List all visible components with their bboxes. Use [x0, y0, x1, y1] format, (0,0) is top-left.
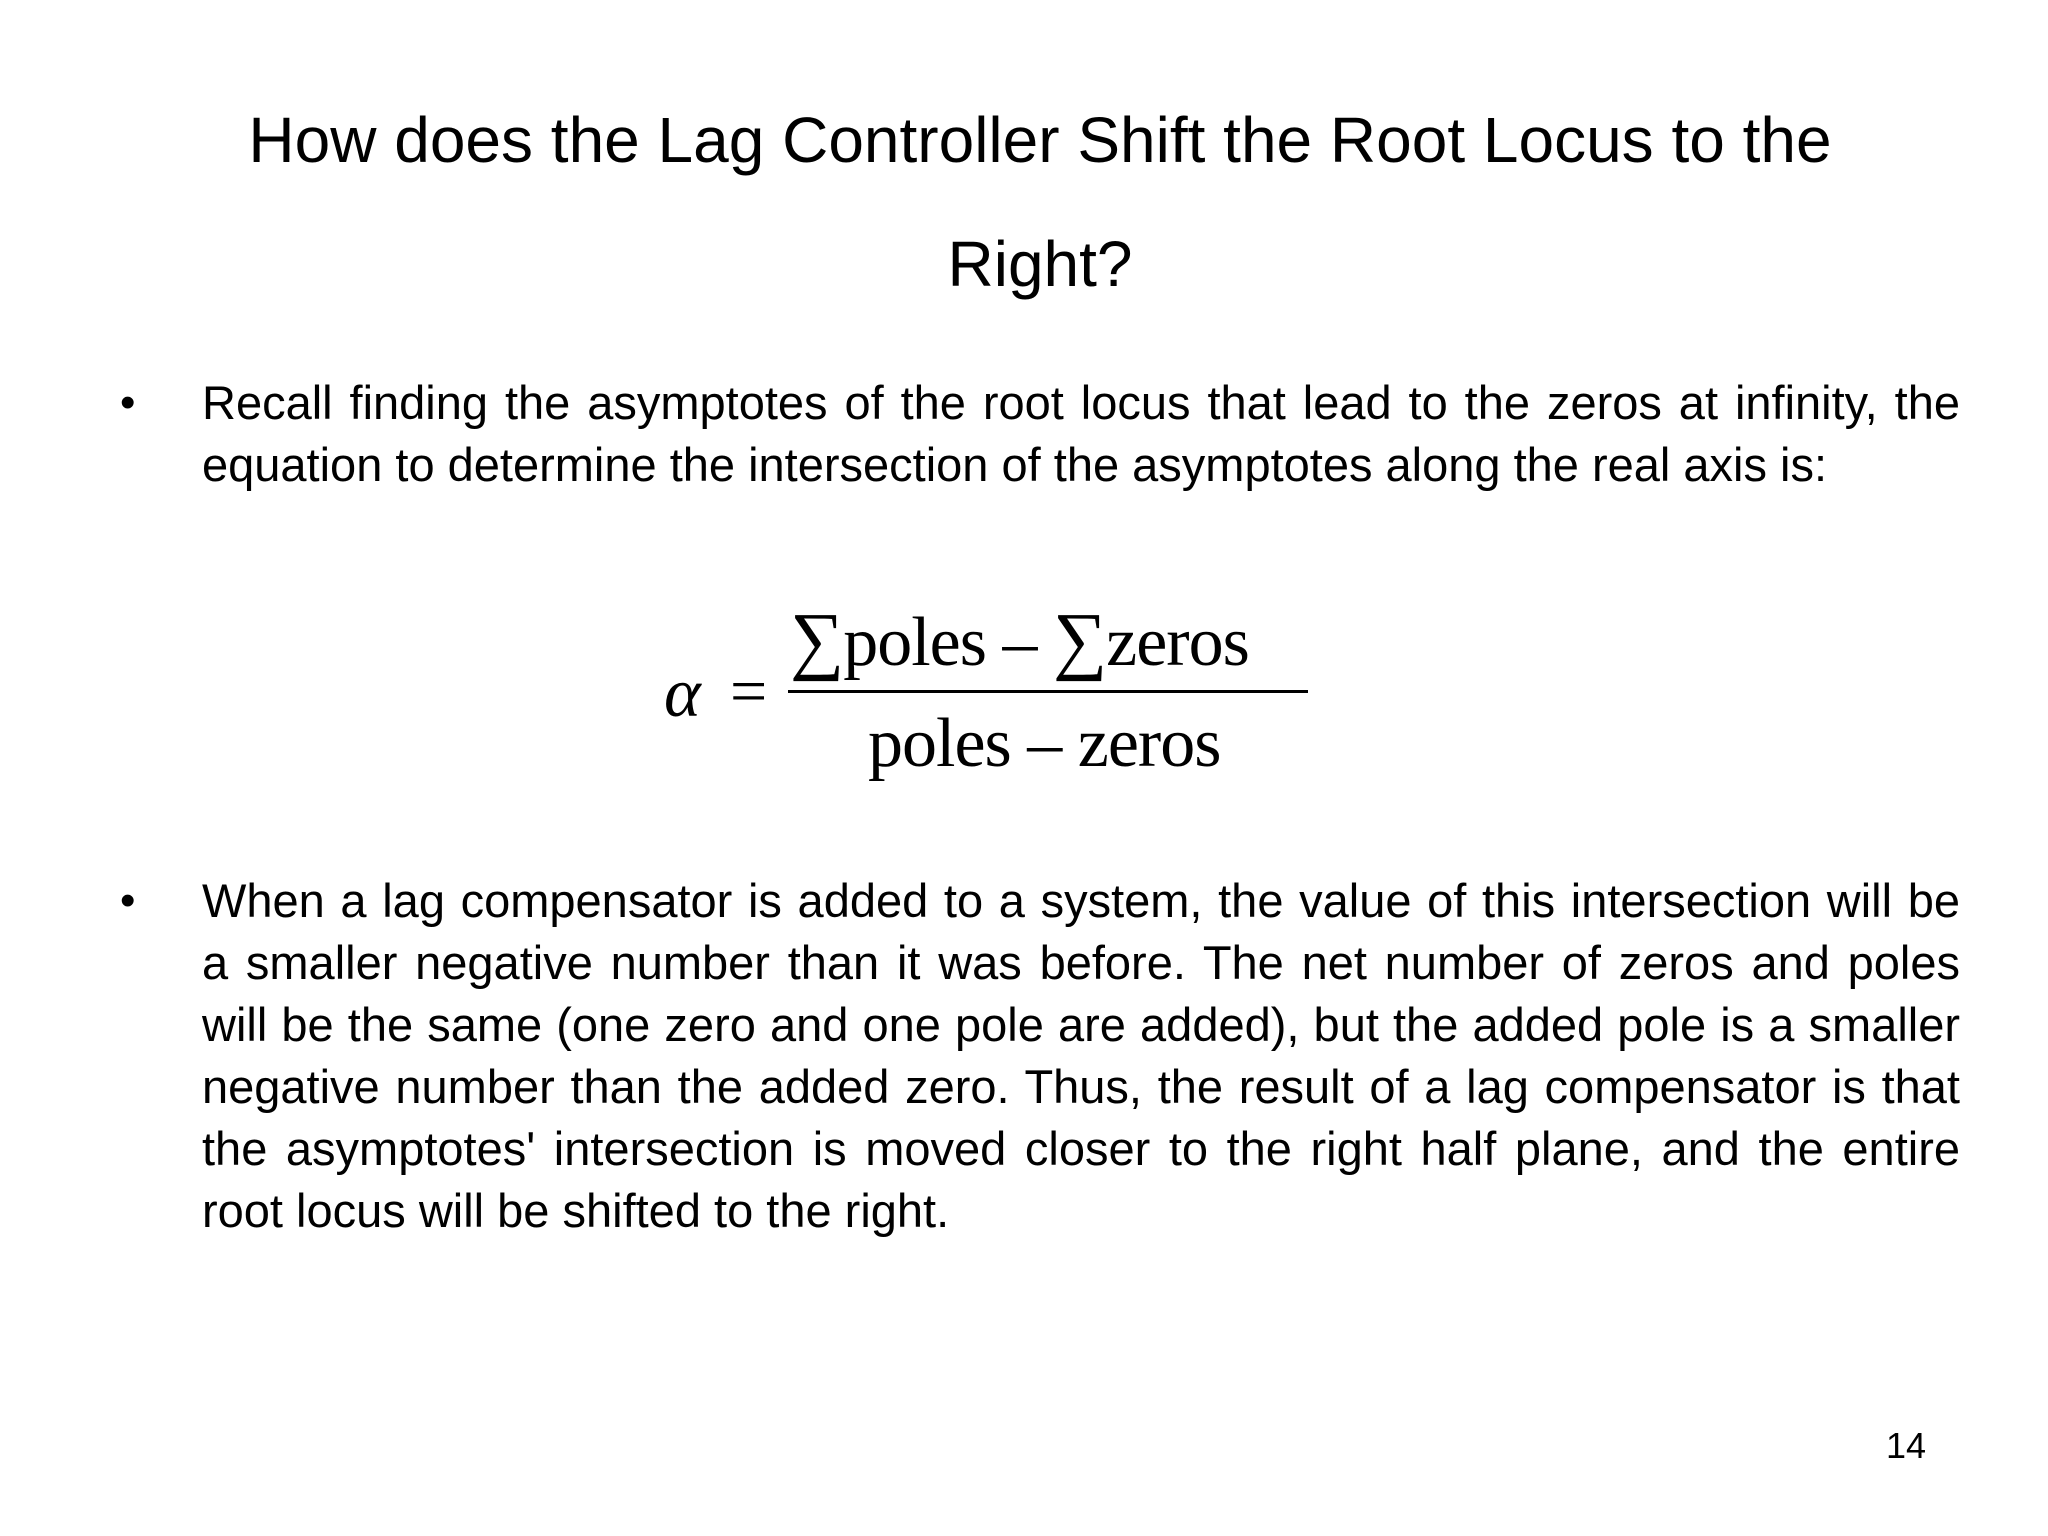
- numerator-zeros: zeros: [1106, 604, 1249, 681]
- bullet-marker: •: [120, 378, 136, 427]
- slide-title: How does the Lag Controller Shift the Root Locus to the Right?: [248, 104, 1832, 300]
- equation-equals-sign: =: [730, 655, 768, 728]
- bullet-text: Recall finding the asymptotes of the root locus that lead to the zeros at infinity, the equation to determine the intersection of the asymptotes along the real axis is:: [202, 376, 1960, 491]
- numerator-minus: –: [1002, 604, 1037, 681]
- fraction-bar: [788, 690, 1308, 693]
- bullet-text: When a lag compensator is added to a system, the value of this intersection will be a smaller negative number than it was before. The net number of zeros and poles will be the same (one zero and one pole are added), but the added pole is a smaller negative number than the added zero. Thus, the result of a lag compensator is that the asymptotes' intersection is moved closer to the right half plane, and the entire root locus will be shifted to the right.: [202, 874, 1960, 1237]
- equation-numerator: [790, 598, 1249, 685]
- sigma-symbol: ∑: [790, 598, 844, 682]
- equation-denominator: poles – zeros: [868, 705, 1221, 782]
- sigma-symbol: ∑: [1052, 598, 1107, 682]
- equation-alpha: α: [664, 655, 701, 732]
- bullet-marker: •: [120, 876, 136, 925]
- asymptote-equation: [660, 598, 1340, 798]
- page-number: 14: [1886, 1425, 1927, 1466]
- numerator-poles: poles: [843, 604, 986, 681]
